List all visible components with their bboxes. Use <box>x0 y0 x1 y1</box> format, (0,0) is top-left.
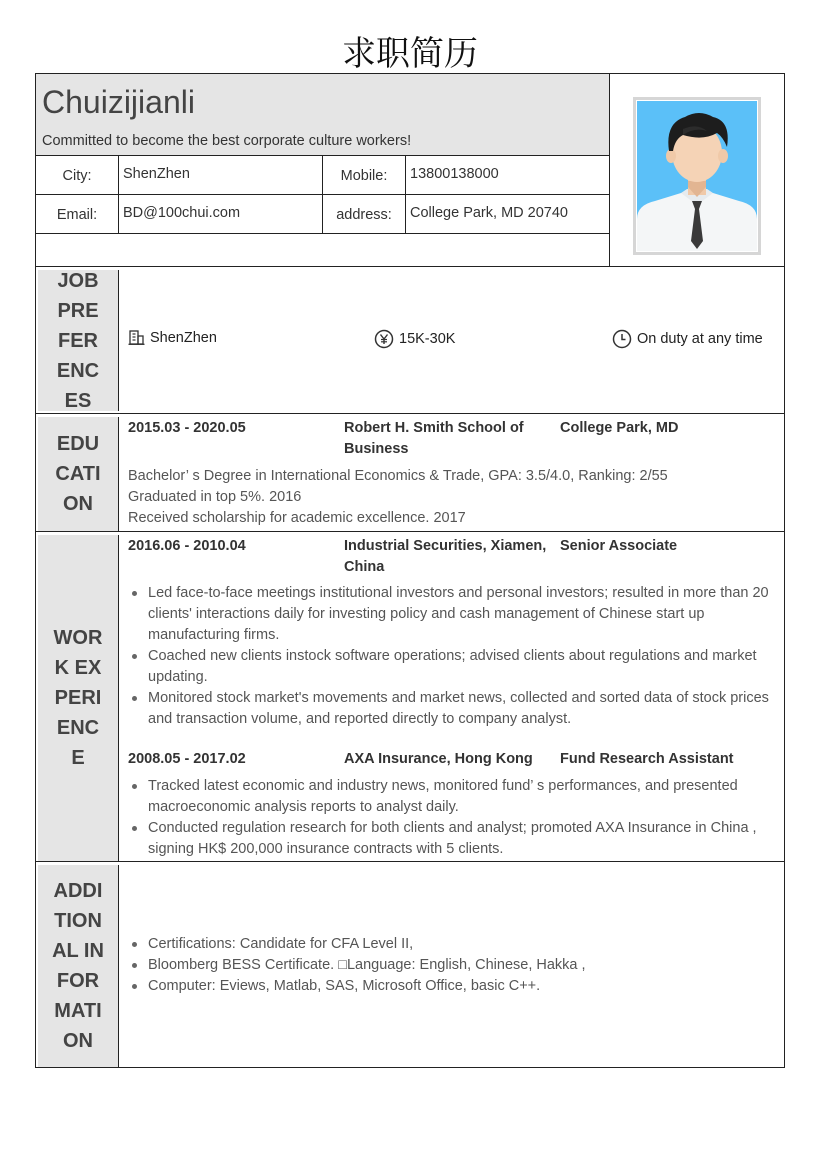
candidate-motto: Committed to become the best corporate culture workers! <box>42 133 412 149</box>
work-company: AXA Insurance, Hong Kong <box>344 751 533 767</box>
education-line: Received scholarship for academic excellence. 2017 <box>128 510 466 526</box>
section-label-additional-information: ADDITIONAL INFORMATION <box>38 865 119 1067</box>
additional-bullets <box>128 934 780 997</box>
email-value: BD@100chui.com <box>119 195 323 233</box>
work-bullets <box>128 583 780 730</box>
contact-info-grid <box>36 156 610 267</box>
building-icon <box>128 329 145 346</box>
pref-location-text: ShenZhen <box>150 329 217 346</box>
contact-row <box>36 156 610 195</box>
address-value: College Park, MD 20740 <box>410 205 568 221</box>
job-preferences-section <box>36 267 784 414</box>
education-date: 2015.03 - 2020.05 <box>128 420 246 436</box>
section-label-job-preferences: JOB PREFERENCES <box>38 270 119 411</box>
list-item: Monitored stock market's movements and market news, collected and sorted data of stock prices and transaction volume, and reported directly to company analyst. <box>128 688 780 730</box>
work-role: Fund Research Assistant <box>560 751 734 767</box>
education-school: Robert H. Smith School of Business <box>344 420 524 457</box>
list-item: Led face-to-face meetings institutional investors and personal investors; resulted in more than 20 clients' interactions daily for investing policy and cash management of Chinese start up manufacturing firms. <box>128 583 780 646</box>
pref-availability-text: On duty at any time <box>637 331 763 347</box>
work-role: Senior Associate <box>560 538 678 554</box>
mobile-value: 13800138000 <box>410 166 499 182</box>
profile-header <box>36 74 784 267</box>
additional-information-body <box>120 862 784 1068</box>
yen-icon <box>374 329 394 349</box>
work-company: Industrial Securities, Xiamen, China <box>344 538 547 575</box>
work-experience-body <box>120 532 784 861</box>
clock-icon <box>612 329 632 349</box>
additional-information-section <box>36 862 784 1068</box>
pref-availability <box>612 329 763 349</box>
education-details <box>128 466 778 529</box>
city-value: ShenZhen <box>119 156 323 194</box>
section-label-work-experience: WORK EXPERIENCE <box>38 535 119 861</box>
work-bullets <box>128 776 780 860</box>
list-item: Bloomberg BESS Certificate. □Language: English, Chinese, Hakka , <box>128 955 780 976</box>
work-date: 2016.06 - 2010.04 <box>128 538 246 554</box>
mobile-label: Mobile: <box>323 156 406 194</box>
education-location: College Park, MD <box>560 420 679 436</box>
contact-row <box>36 195 610 234</box>
education-line: Graduated in top 5%. 2016 <box>128 489 302 505</box>
resume <box>35 73 785 1068</box>
list-item: Tracked latest economic and industry news, monitored fund’ s performances, and presented macroeconomic analysis reports to analyst daily. <box>128 776 780 818</box>
education-line: Bachelor’ s Degree in International Economics & Trade, GPA: 3.5/4.0, Ranking: 2/55 <box>128 468 668 484</box>
work-experience-section <box>36 532 784 862</box>
list-item: Computer: Eviews, Matlab, SAS, Microsoft Office, basic C++. <box>128 976 780 997</box>
candidate-name: Chuizijianli <box>42 84 195 120</box>
pref-salary-text: 15K-30K <box>399 331 456 347</box>
work-date: 2008.05 - 2017.02 <box>128 751 246 767</box>
city-label: City: <box>36 156 119 194</box>
job-preferences-body <box>120 267 784 413</box>
page-title: 求职简历 <box>342 34 478 74</box>
address-label: address: <box>323 195 406 233</box>
email-label: Email: <box>36 195 119 233</box>
contact-row-empty <box>36 234 610 267</box>
list-item: Coached new clients instock software operations; advised clients about regulations and market updating. <box>128 646 780 688</box>
profile-photo <box>633 97 761 255</box>
pref-location <box>128 329 217 346</box>
name-block <box>36 74 610 156</box>
education-body <box>120 414 784 531</box>
education-section <box>36 414 784 532</box>
avatar-illustration <box>637 101 757 251</box>
list-item: Conducted regulation research for both clients and analyst; promoted AXA Insurance in China , signing HK$ 200,000 insurance contracts with 5 clients. <box>128 818 780 860</box>
list-item: Certifications: Candidate for CFA Level II, <box>128 934 780 955</box>
pref-salary <box>374 329 455 349</box>
section-label-education: EDUCATION <box>38 417 119 531</box>
